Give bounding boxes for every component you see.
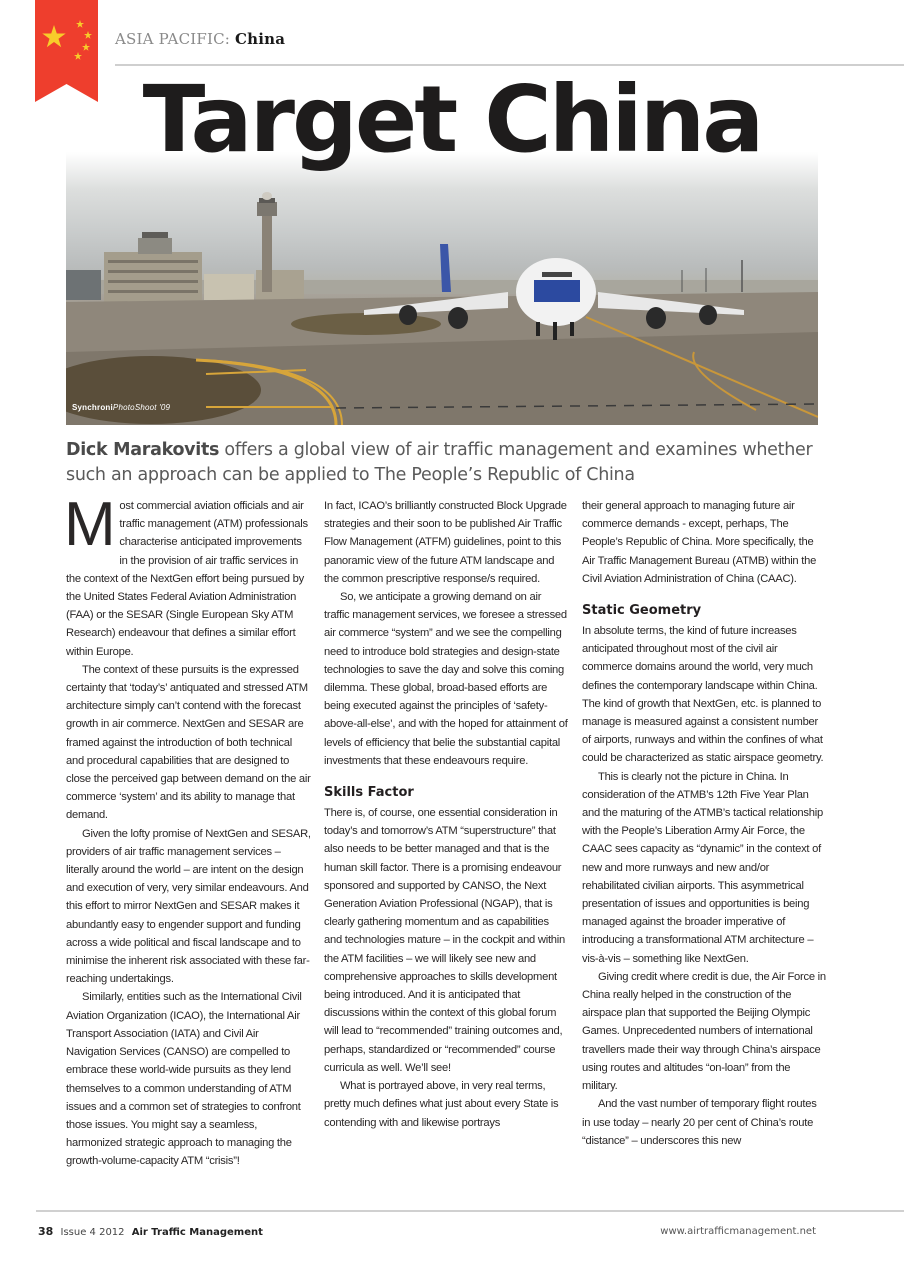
section-header [115,30,285,48]
page-number: 38 [38,1225,54,1238]
standfirst-text: offers a global view of air traffic management and examines whether such an approach can be applied to The People’s Republic of China [66,440,813,485]
paragraph: their general approach to managing future air commerce demands - except, perhaps, The People’s Republic of China. More specifically, the Air Traffic Management Bureau (ATMB) within the Civil Aviation Administration of China (CAAC). [582,500,817,585]
airport-apron-illustration [66,152,818,425]
subheading-skills-factor: Skills Factor [324,785,414,801]
drop-cap: M [64,490,116,559]
photo-credit [72,403,170,412]
article-column-2 [324,497,569,1132]
subheading-static-geometry: Static Geometry [582,603,702,619]
paragraph: What is portrayed above, in very real terms, pretty much defines what just about every State is contending with and likewise portrays [324,1080,559,1129]
paragraph: Given the lofty promise of NextGen and SESAR, providers of air traffic management services – literally around the world – are intent on the design and execution of very, very similar endeavours. And this effort to mirror NextGen and SESAR makes it abundantly easy to engender support and funding across a wide political and fiscal landscape and to minimise the inherent risk associated with these far-reaching undertakings. [66,827,311,986]
issue-info: Issue 4 2012 [60,1227,125,1238]
standfirst [66,438,826,488]
paragraph: In fact, ICAO’s brilliantly constructed Block Upgrade strategies and their soon to be published Air Traffic Flow Management (ATFM) guidelines, point to this panoramic view of the future ATM landscape and the common prescriptive response/s required. [324,500,567,585]
photo-credit-shoot: PhotoShoot '09 [112,403,171,412]
article-column-1 [64,490,311,1171]
author-name: Dick Marakovits [66,440,220,460]
hero-photo [66,152,818,425]
paragraph: Most commercial aviation officials and air traffic management (ATM) professionals characterise anticipated improvements in the provision of air traffic services in the context of the NextGen effort being pursued by the United States Federal Aviation Administration (FAA) or the SESAR (Single European Sky ATM Research) endeavour that defines a similar effort within Europe. [64,490,308,658]
paragraph: In absolute terms, the kind of future increases anticipated throughout most of the civil air commerce domains around the world, very much defines the contemporary landscape within China. The kind of growth that NextGen, etc. is planned to manage is measured against a consistent number of airports, runways and within the confines of what could be characterized as static airspace geometry. [582,625,824,765]
paragraph: This is clearly not the picture in China. In consideration of the ATMB’s 12th Five Year Plan and the maturing of the ATMB’s tactical relationship with the People’s Liberation Army Air Force, the CAAC sees capacity as “dynamic” in the context of new and more runways and new and/or rehabilitated civilian airports. This asymmetrical presentation of issues and opportunities is being managed against the broader imperative of introducing a transformational ATM architecture – vis-à-vis – something like NextGen. [582,770,823,965]
article-column-3 [582,497,827,1150]
paragraph: And the vast number of temporary flight routes in use today – nearly 20 per cent of China’s route “distance” – underscores this new [582,1098,817,1147]
article-title: Target China [142,66,762,173]
section-region: ASIA PACIFIC: [115,30,231,48]
paragraph: There is, of course, one essential consideration in today’s and tomorrow’s ATM “superstructure” that also needs to be better managed and that is the human skill factor. There is a promising endeavour sponsored and supported by CANSO, the Next Generation Aviation Professional (NGAP), that is clearly gathering momentum and as capabilities and technologies mature – in the cockpit and within the ATM facilities – we will likely see new and comprehensive approaches to skills development being introduced. And it is anticipated that discussions within the context of this global forum will lead to “recommended” training outcomes and, perhaps, standardized or “recommended” course curricula as well. We’ll see! [324,807,565,1074]
footer-divider [36,1210,904,1212]
magazine-name: Air Traffic Management [131,1227,263,1238]
photo-credit-studio: Synchroni [72,403,113,412]
paragraph: Giving credit where credit is due, the Air Force in China really helped in the construction of the airspace plan that supported the Beijing Olympic Games. Unprecedented numbers of international travellers made their way through China’s airspace using routes and altitudes “on-loan” from the military. [582,970,826,1093]
footer-folio [38,1225,263,1238]
paragraph: So, we anticipate a growing demand on air traffic management services, we foresee a stressed air commerce “system” and we see the compelling need to introduce bold strategies and design-state technologies to save the day and solve this coming dilemma. These global, broad-based efforts are being executed against the principles of ‘safety-above-all-else’, and with the hoped for attainment of levels of efficiency that belie the substantial capital investments that these endeavours require. [324,591,568,767]
paragraph: Similarly, entities such as the International Civil Aviation Organization (ICAO), the International Air Transport Association (IATA) and Civil Air Navigation Services (CANSO) are compelled to embrace these world-wide pursuits as they lend themselves to a common understanding of ATM issues and a common set of strategies to confront those issues. You might say a seamless, harmonized strategic approach to managing the growth-volume-capacity ATM “crisis”! [66,991,302,1168]
paragraph: The context of these pursuits is the expressed certainty that ‘today’s’ antiquated and stressed ATM architecture simply can’t contend with the forecast growth in air commerce. NextGen and SESAR are framed against the introduction of both technical and procedural capabilities that are designed to close the perceived gap between demand on the air commerce ‘system’ and its ability to manage that demand. [66,663,311,822]
section-country: China [235,30,286,48]
website-url[interactable]: www.airtrafficmanagement.net [660,1226,816,1237]
